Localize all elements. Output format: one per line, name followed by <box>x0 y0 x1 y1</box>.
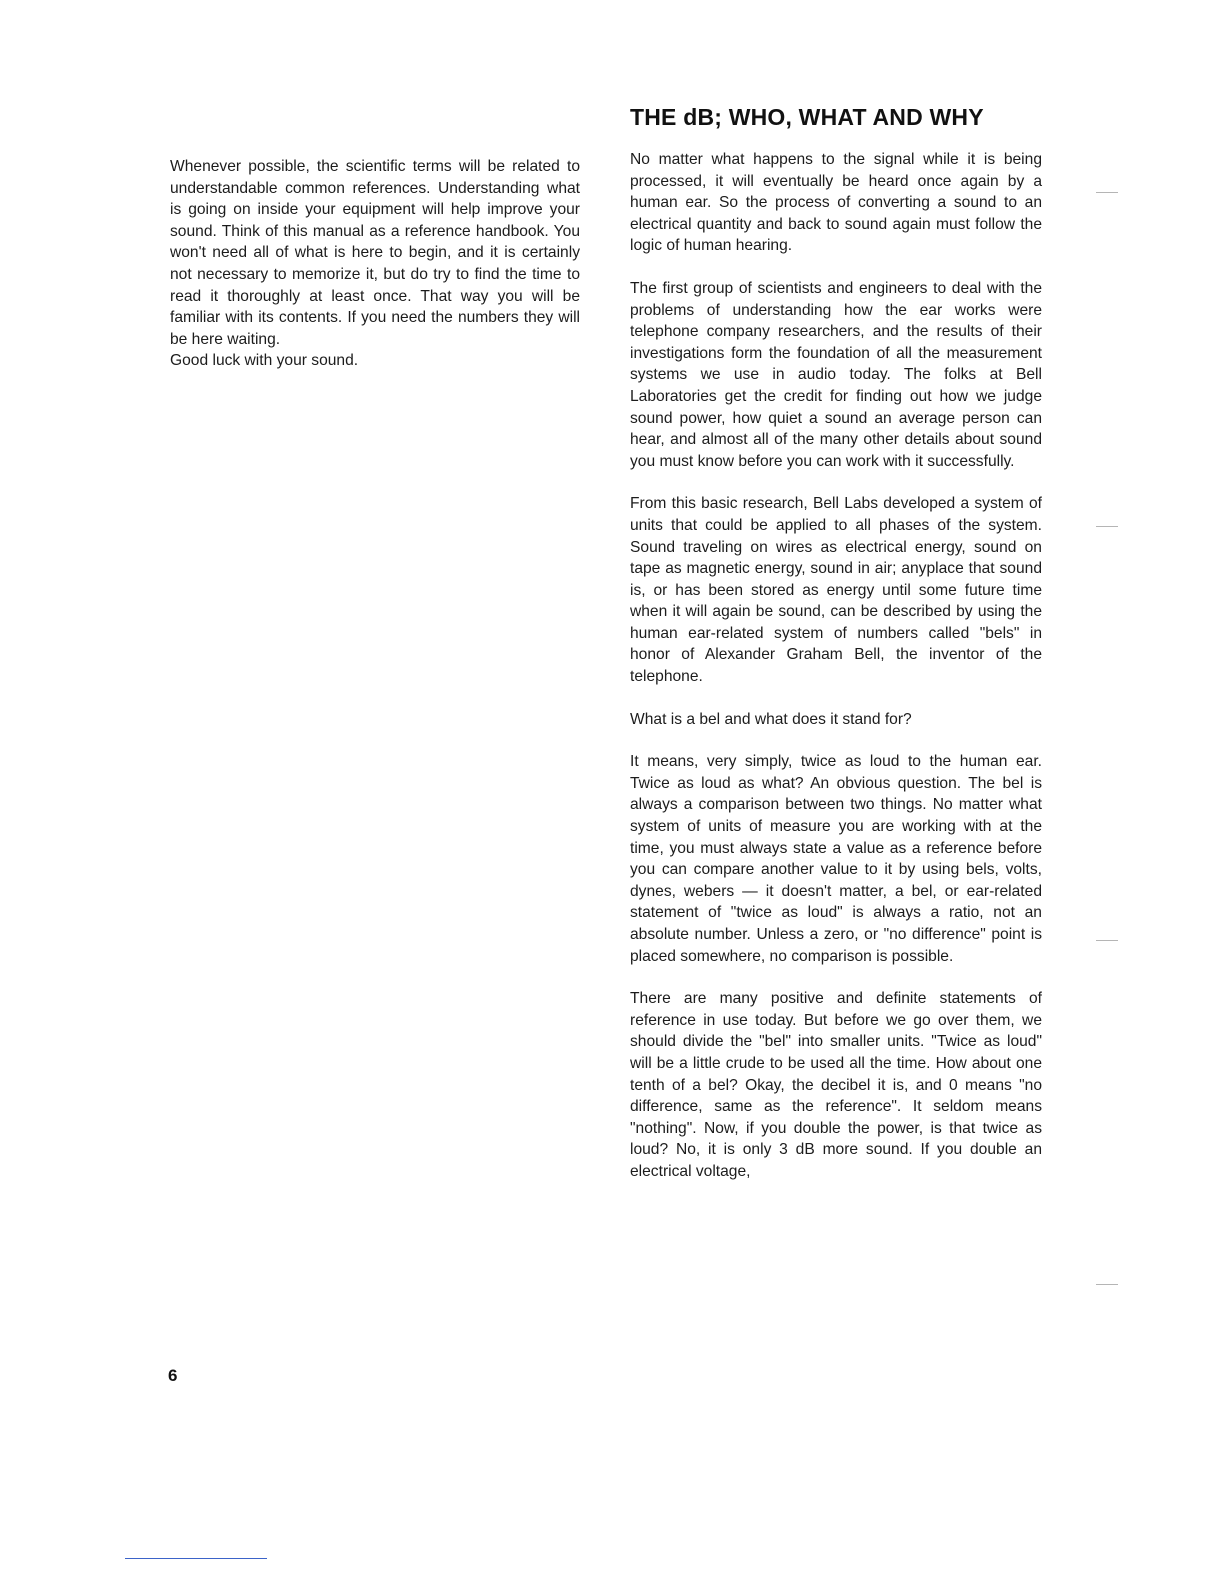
margin-mark <box>1096 940 1118 941</box>
body-paragraph: It means, very simply, twice as loud to the human ear. Twice as loud as what? An obvious question. The bel is always a comparison between two things. No matter what system of units of measure you are working with at the time, you must always state a value as a reference before you can compare another value to it by using bels, volts, dynes, webers — it doesn't matter, a bel, or ear-related statement of "twice as loud" is always a ratio, not an absolute number. Unless a zero, or "no difference" point is placed somewhere, no comparison is possible. <box>630 753 1042 965</box>
left-column <box>170 156 580 372</box>
intro-paragraph: Whenever possible, the scientific terms will be related to understandable common references. Understanding what is going on inside your equipment will help improve your sound. Think of this manual as a reference handbook. You won't need all of what is here to begin, and it is certainly not necessary to memorize it, but do try to find the time to read it thoroughly at least once. That way you will be familiar with its contents. If you need the numbers they will be here waiting. <box>170 158 580 348</box>
right-column <box>630 104 1042 1204</box>
closing-line: Good luck with your sound. <box>170 352 359 370</box>
body-paragraph: No matter what happens to the signal while it is being processed, it will eventually be heard once again by a human ear. So the process of converting a sound to an electrical quantity and back to sound again must follow the logic of human hearing. <box>630 151 1042 255</box>
question-line: What is a bel and what does it stand for? <box>630 710 912 728</box>
body-paragraph: There are many positive and definite statements of reference in use today. But before we go over them, we should divide the "bel" into smaller units. "Twice as loud" will be a little crude to be used all the time. How about one tenth of a bel? Okay, the decibel it is, and 0 means "no difference, same as the reference". It seldom means "nothing". Now, if you double the power, is that twice as loud? No, it is only 3 dB more sound. If you double an electrical voltage, <box>630 990 1042 1180</box>
margin-mark <box>1096 1284 1118 1285</box>
footnote-rule <box>125 1558 267 1559</box>
section-heading: THE dB; WHO, WHAT AND WHY <box>630 104 984 130</box>
body-paragraph: The first group of scientists and engineers to deal with the problems of understanding how the ear works were telephone company researchers, and the results of their investigations form the foundation of all the measurement systems we use in audio today. The folks at Bell Laboratories get the credit for finding out how we judge sound power, how quiet a sound an average person can hear, and almost all of the many other details about sound you must know before you can work with it successfully. <box>630 279 1042 470</box>
body-paragraph: From this basic research, Bell Labs developed a system of units that could be applied to all phases of the system. Sound traveling on wires as electrical energy, sound on tape as magnetic energy, sound in air; anyplace that sound is, or has been stored as energy until some future time when it will again be sound, can be described by using the human ear-related system of numbers called "bels" in honor of Alexander Graham Bell, the inventor of the telephone. <box>630 495 1042 686</box>
margin-mark <box>1096 526 1118 527</box>
page-number: 6 <box>168 1366 178 1385</box>
margin-mark <box>1096 192 1118 193</box>
